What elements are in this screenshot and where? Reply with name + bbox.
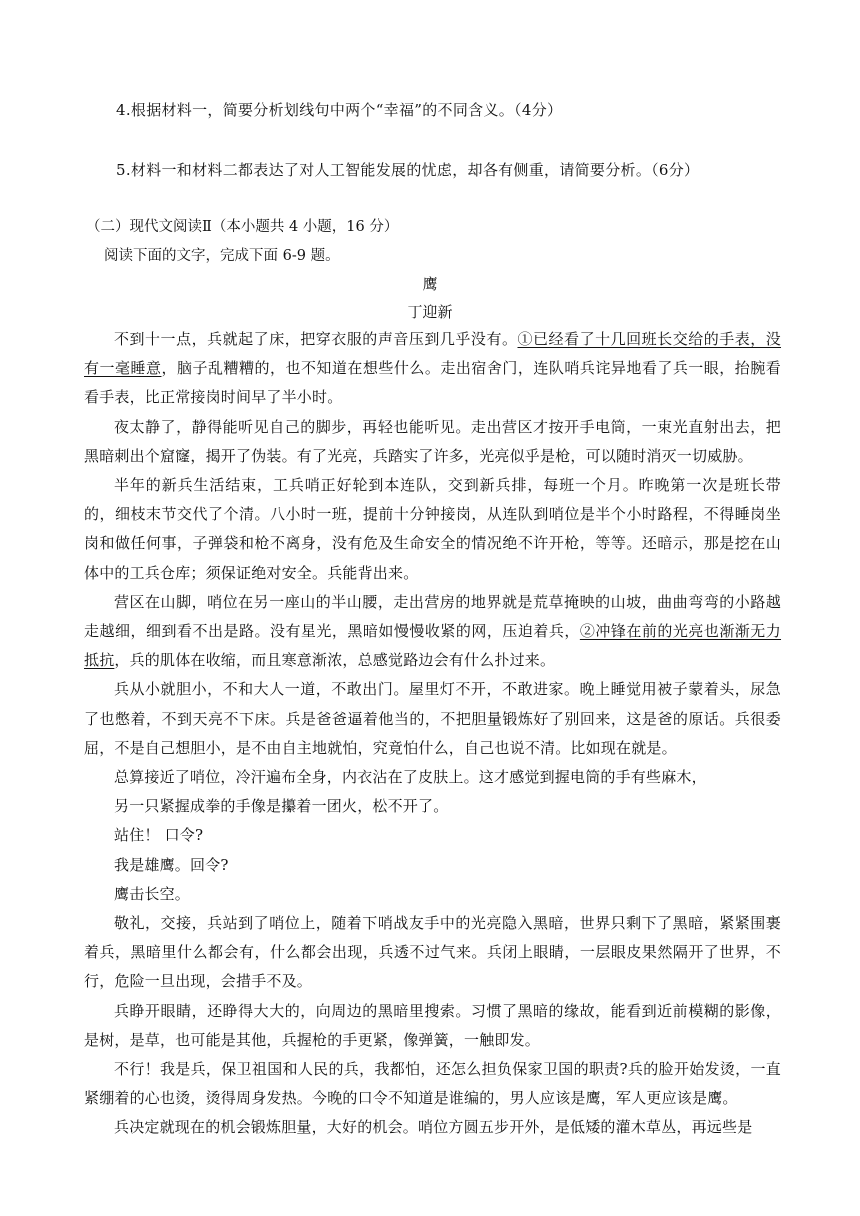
article-body bbox=[84, 325, 781, 1143]
section-instruction: 阅读下面的文字，完成下面 6-9 题。 bbox=[104, 248, 340, 264]
dialogue-line-2: 我是雄鹰。回令? bbox=[114, 855, 229, 874]
paragraph-13: 不行！我是兵，保卫祖国和人民的兵，我都怕，还怎么担负保家卫国的职责?兵的脸开始发烫，一直紧绷着的心也烫，烫得周身发热。今晚的口令不知道是谁编的，男人应该是鹰，军人更应该是鹰。 bbox=[84, 1060, 781, 1108]
paragraph-1 bbox=[84, 325, 781, 413]
paragraph-14: 兵决定就现在的机会锻炼胆量，大好的机会。哨位方圆五步开外，是低矮的灌木草丛，再远些是 bbox=[114, 1118, 753, 1137]
underlined-sentence-2: ②冲锋在前的光亮也渐渐无力抵抗 bbox=[84, 622, 782, 670]
question-5: 5.材料一和材料二都表达了对人工智能发展的忧虑，却各有侧重，请简要分析。（6分） bbox=[116, 161, 700, 179]
paragraph-7: 另一只紧握成拳的手像是攥着一团火，松不开了。 bbox=[114, 797, 449, 816]
article-title: 鹰 bbox=[422, 275, 438, 293]
paragraph-3: 半年的新兵生活结束，工兵哨正好轮到本连队，交到新兵排，每班一个月。昨晚第一次是班长带的，细枝末节交代了个清。八小时一班，提前十分钟接岗，从连队到哨位是半个小时路程，不得睡岗坐岗和做任何事，子弹袋和枪不离身，没有危及生命安全的情况绝不许开枪，等等。还暗示，那是挖在山体中的工兵仓库；须保证绝对安全。兵能背出来。 bbox=[84, 476, 781, 582]
paragraph-2: 夜太静了，静得能听见自己的脚步，再轻也能听见。走出营区才按开手电筒，一束光直射出去，把黑暗刺出个窟窿，揭开了伪装。有了光亮，兵踏实了许多，光亮似乎是枪，可以随时消灭一切威胁。 bbox=[84, 417, 781, 465]
paragraph-1-text-a: 不到十一点，兵就起了床，把穿衣服的声音压到几乎没有。 bbox=[114, 330, 518, 348]
dialogue-line-3: 鹰击长空。 bbox=[114, 884, 191, 903]
dialogue-line-1: 站住！ 口令? bbox=[114, 826, 204, 845]
article-author: 丁迎新 bbox=[407, 303, 453, 321]
paragraph-12: 兵睁开眼睛，还睁得大大的，向周边的黑暗里搜索。习惯了黑暗的缘故，能看到近前模糊的影像，是树，是草，也可能是其他，兵握枪的手更紧，像弹簧，一触即发。 bbox=[84, 1001, 781, 1049]
paragraph-1-text-b: ，脑子乱糟糟的，也不知道在想些什么。走出宿舍门，连队哨兵诧异地看了兵一眼，抬腕看看手表，比正常接岗时间早了半小时。 bbox=[84, 359, 781, 407]
underlined-sentence-1: ①已经看了十几回班长交给的手表，没有一毫睡意 bbox=[84, 330, 782, 378]
paragraph-11: 敬礼，交接，兵站到了哨位上，随着下哨战友手中的光亮隐入黑暗，世界只剩下了黑暗，紧紧围裹着兵，黑暗里什么都会有，什么都会出现，兵透不过气来。兵闭上眼睛，一层眼皮果然隔开了世界，不行，危险一旦出现，会措手不及。 bbox=[84, 914, 781, 991]
paragraph-4-text-b: ，兵的肌体在收缩，而且寒意渐浓，总感觉路边会有什么扑过来。 bbox=[114, 651, 556, 670]
paragraph-5: 兵从小就胆小，不和大人一道，不敢出门。屋里灯不开，不敢进家。晚上睡觉用被子蒙着头，尿急了也憋着，不到天亮不下床。兵是爸爸逼着他当的，不把胆量锻炼好了别回来，这是爸的原话。兵很委屈，不是自己想胆小，是不由自主地就怕，究竟怕什么，自己也说不清。比如现在就是。 bbox=[84, 680, 781, 757]
section-heading: （二）现代文阅读Ⅱ（本小题共 4 小题，16 分） bbox=[86, 219, 399, 235]
question-4: 4.根据材料一，简要分析划线句中两个“幸福”的不同含义。（4分） bbox=[116, 101, 563, 119]
paragraph-4-text-a: 营区在山脚，哨位在另一座山的半山腰，走出营房的地界就是荒草掩映的山坡，曲曲弯弯的小路越走越细，细到看不出是路。没有星光，黑暗如慢慢收紧的网，压迫着兵， bbox=[84, 592, 781, 641]
paragraph-4 bbox=[84, 588, 781, 676]
paragraph-6: 总算接近了哨位，冷汗遍布全身，内衣沾在了皮肤上。这才感觉到握电筒的手有些麻木， bbox=[114, 768, 707, 787]
